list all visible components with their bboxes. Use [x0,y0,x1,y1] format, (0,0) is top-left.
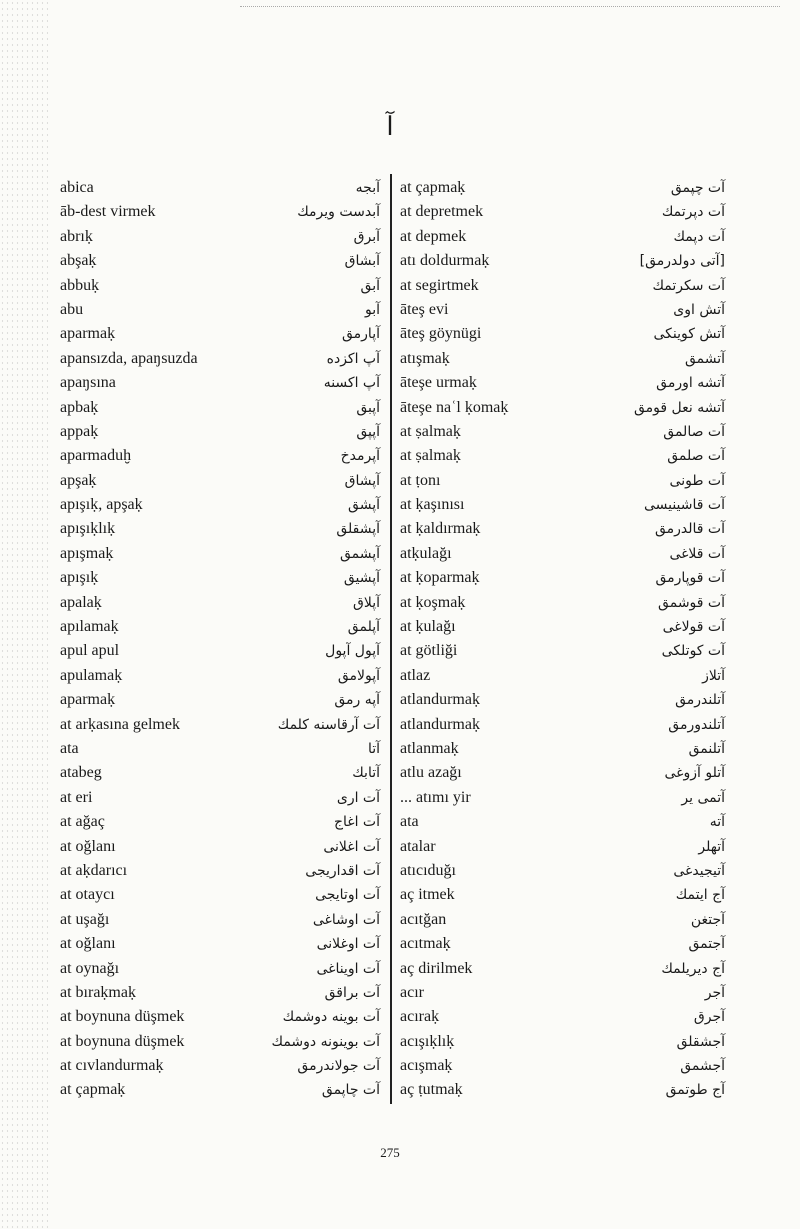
arabic-headword: آت براقق [324,984,380,1001]
latin-headword: at ṣalmaḳ [400,422,461,440]
latin-headword: aç itmek [400,886,455,904]
arabic-headword: آت قوپارمق [655,570,725,587]
arabic-headword: آتشه نعل قومق [633,399,725,416]
latin-headword: atıcıduğı [400,861,456,879]
arabic-headword: آپپق [356,423,380,440]
arabic-headword: آبو [364,301,380,318]
dictionary-entry [400,347,725,371]
arabic-headword: آبدست ویرمك [297,204,380,221]
latin-headword: acıtmaḳ [400,935,451,953]
arabic-headword: آت قلاغی [669,545,725,562]
arabic-headword: آجتغن [690,911,725,928]
arabic-headword: آپارمق [342,326,380,343]
arabic-headword: آتشمق [684,350,725,367]
arabic-headword: آپولامق [337,667,380,684]
latin-headword: at otaycı [60,886,115,904]
dictionary-entry [400,566,725,590]
latin-headword: ... atımı yir [400,788,471,806]
latin-headword: āteşe urmaḳ [400,374,477,392]
column-divider [390,174,392,1104]
latin-headword: acışmaḳ [400,1057,453,1075]
arabic-headword: آتابك [352,765,380,782]
dictionary-entry [60,713,380,737]
dictionary-entry [60,664,380,688]
latin-headword: apılamaḳ [60,618,119,636]
latin-headword: āteş göynügi [400,325,482,343]
dictionary-entry [400,493,725,517]
latin-headword: apışıḳ [60,569,99,587]
dictionary-entry [400,225,725,249]
latin-headword: apışıḳ, apşaḳ [60,496,143,514]
dictionary-entry [60,298,380,322]
arabic-headword: آتا [367,740,380,757]
arabic-headword: آبجه [355,180,380,196]
arabic-headword: آت صالمق [663,423,725,440]
dictionary-entry [400,615,725,639]
arabic-headword: آپرمدخ [340,448,380,465]
dictionary-entry [400,810,725,834]
dictionary-entry [400,396,725,420]
arabic-headword: آپشیق [343,570,380,587]
latin-headword: acışıḳlıḳ [400,1032,455,1050]
dictionary-entry [60,322,380,346]
latin-headword: apşaḳ [60,471,97,489]
latin-headword: atlandurmaḳ [400,715,480,733]
arabic-headword: آت سکرتمك [652,277,725,294]
dictionary-entry [400,371,725,395]
latin-headword: at ṣalmaḳ [400,447,461,465]
dictionary-entry [400,517,725,541]
latin-headword: at depretmek [400,203,484,221]
latin-headword: atlandurmaḳ [400,691,480,709]
arabic-headword: آتمی یر [681,789,725,806]
section-letter: آ [386,112,394,142]
dictionary-entry [400,786,725,810]
latin-headword: apalaḳ [60,593,102,611]
dictionary-entry [400,859,725,883]
arabic-headword: آپول آپول [325,643,380,660]
arabic-headword: آبق [360,277,380,294]
latin-headword: atışmaḳ [400,349,450,367]
latin-headword: acır [400,983,424,1001]
arabic-headword: [آتی دولدرمق] [639,253,725,270]
latin-headword: apulamaḳ [60,666,123,684]
arabic-headword: آج ایتمك [675,887,725,904]
dictionary-entry [400,200,725,224]
dictionary-entry [400,469,725,493]
latin-headword: aç ṭutmaḳ [400,1081,463,1099]
latin-headword: at çapmaḳ [60,1081,126,1099]
dictionary-entry [60,761,380,785]
dictionary-entry [400,835,725,859]
arabic-headword: آتلاز [702,667,725,684]
dictionary-entry [60,225,380,249]
arabic-headword: آت صلمق [667,448,725,465]
arabic-headword: آت قوشمق [658,594,725,611]
dictionary-entry [60,566,380,590]
dictionary-entry [400,444,725,468]
arabic-headword: آت قاشینیسی [643,497,725,514]
dictionary-entry [400,298,725,322]
dictionary-entry [400,664,725,688]
dictionary-entry [60,615,380,639]
arabic-headword: آتش اوی [673,301,725,318]
latin-headword: at oğlanı [60,935,116,953]
dictionary-entry [400,639,725,663]
latin-headword: atlanmaḳ [400,739,459,757]
arabic-headword: آت چپمق [670,180,725,196]
latin-headword: āteşe naʿl ḳomaḳ [400,398,509,416]
dictionary-entry [60,1005,380,1029]
dictionary-entry [60,737,380,761]
latin-headword: appaḳ [60,422,99,440]
dictionary-entry [400,981,725,1005]
latin-headword: ata [60,739,79,757]
dictionary-entry [60,444,380,468]
arabic-headword: آتلنمق [688,740,725,757]
latin-headword: apışıḳlıḳ [60,520,116,538]
dictionary-entry [400,176,725,200]
arabic-headword: آت دپمك [673,228,725,245]
dictionary-entry [60,176,380,200]
dictionary-entry [400,1030,725,1054]
scan-noise-margin [0,0,48,1229]
arabic-headword: آجر [704,984,725,1001]
latin-headword: abu [60,300,84,318]
arabic-headword: آبشاق [344,253,380,270]
arabic-headword: آپشقلق [336,521,380,538]
latin-headword: at çapmaḳ [400,179,466,196]
latin-headword: at ḳulağı [400,618,456,636]
dictionary-entry [400,932,725,956]
latin-headword: at boynuna düşmek [60,1032,185,1050]
latin-headword: abrıḳ [60,227,93,245]
dictionary-entry [60,981,380,1005]
arabic-headword: آت اری [336,789,380,806]
latin-headword: apul apul [60,642,120,660]
dictionary-entry [400,883,725,907]
dictionary-entry [400,420,725,444]
arabic-headword: آپبق [356,399,380,416]
latin-headword: acıraḳ [400,1008,440,1026]
arabic-headword: آبرق [353,228,380,245]
latin-headword: atlaz [400,666,431,684]
dictionary-entry [400,688,725,712]
latin-headword: atabeg [60,764,102,782]
latin-headword: acıtğan [400,910,447,928]
latin-headword: aç dirilmek [400,959,473,977]
dictionary-entry [60,1030,380,1054]
latin-headword: at boynuna düşmek [60,1008,185,1026]
latin-headword: at eri [60,788,93,806]
dictionary-entry [60,591,380,615]
dictionary-entry [60,688,380,712]
arabic-headword: آت کوتلکی [661,643,725,660]
latin-headword: at segirtmek [400,276,479,294]
latin-headword: aparmaḳ [60,691,116,709]
dictionary-entry [400,737,725,761]
arabic-headword: آت اغاج [333,814,380,831]
dictionary-entry [60,786,380,810]
latin-headword: at ḳoşmaḳ [400,593,466,611]
arabic-headword: آج دیریلمك [661,960,725,977]
latin-headword: at bıraḳmaḳ [60,983,136,1001]
latin-headword: at ṭonı [400,471,441,489]
dictionary-entry [60,835,380,859]
arabic-headword: آت آرقاسنه کلمك [277,716,380,733]
latin-headword: at depmek [400,227,467,245]
arabic-headword: آپلمق [347,619,380,636]
dictionary-entry [400,1078,725,1102]
page-number: 275 [380,1145,400,1160]
right-column [400,176,725,1103]
arabic-headword: آجشمق [680,1058,725,1075]
latin-headword: at ḳoparmaḳ [400,569,480,587]
latin-headword: aparmaduḫ [60,447,132,465]
dictionary-entry [60,542,380,566]
arabic-headword: آتهلر [698,838,725,855]
arabic-headword: آت جولاندرمق [297,1058,380,1075]
latin-headword: at götliği [400,642,458,660]
arabic-headword: آپه رمق [334,692,380,709]
dictionary-entry [60,200,380,224]
arabic-headword: آجتمق [688,936,725,953]
dictionary-entry [400,249,725,273]
dictionary-entry [60,493,380,517]
arabic-headword: آت اغلانی [323,838,380,855]
arabic-headword: آت دپرتمك [661,204,725,221]
latin-headword: at ḳaşınısı [400,496,465,514]
latin-headword: at arḳasına gelmek [60,715,180,733]
dictionary-entry [60,957,380,981]
latin-headword: at ağaç [60,813,105,831]
arabic-headword: آج طوتمق [665,1082,725,1099]
arabic-headword: آتیجیدغی [673,862,725,879]
latin-headword: ata [400,813,419,831]
arabic-headword: آت قالدرمق [654,521,725,538]
arabic-headword: آت بوینونه دوشمك [271,1033,380,1050]
dictionary-entry [60,469,380,493]
latin-headword: apbaḳ [60,398,99,416]
latin-headword: at aḳdarıcı [60,861,128,879]
dictionary-entry [400,322,725,346]
dictionary-entry [400,274,725,298]
latin-headword: atı doldurmaḳ [400,252,490,270]
latin-headword: abşaḳ [60,252,97,270]
arabic-headword: آت اوتایجی [315,887,380,904]
arabic-headword: آت اوغلانی [316,936,380,953]
dictionary-entry [60,883,380,907]
latin-headword: apansızda, apaŋsuzda [60,349,198,367]
dictionary-entry [60,1054,380,1078]
arabic-headword: آپ اکزده [326,350,380,367]
dictionary-entry [60,932,380,956]
arabic-headword: آتلندورمق [668,716,725,733]
arabic-headword: آته [709,814,725,831]
dictionary-entry [60,639,380,663]
arabic-headword: آجشقلق [676,1033,725,1050]
dictionary-entry [60,810,380,834]
arabic-headword: آت قولاغی [662,619,725,636]
arabic-headword: آت بوینه دوشمك [282,1009,380,1026]
latin-headword: at cıvlandurmaḳ [60,1057,164,1075]
latin-headword: atlu azağı [400,764,462,782]
latin-headword: at uşağı [60,910,110,928]
dictionary-entry [400,1054,725,1078]
latin-headword: aparmaḳ [60,325,116,343]
arabic-headword: آت اوشاغی [312,911,380,928]
dictionary-entry [60,420,380,444]
dictionary-entry [400,908,725,932]
dictionary-entry [60,908,380,932]
dictionary-entry [60,1078,380,1102]
arabic-headword: آت چاپمق [321,1082,380,1099]
latin-headword: āb-dest virmek [60,203,156,221]
scan-top-edge [240,6,780,9]
dictionary-entry [60,517,380,541]
latin-headword: at oğlanı [60,837,116,855]
arabic-headword: آتلو آزوغی [664,765,725,782]
latin-headword: at oynağı [60,959,120,977]
arabic-headword: آت طونی [669,472,725,489]
dictionary-entry [400,713,725,737]
arabic-headword: آجرق [693,1009,725,1026]
dictionary-entry [60,274,380,298]
dictionary-entry [60,347,380,371]
latin-headword: abbuḳ [60,276,100,294]
dictionary-entry [60,249,380,273]
arabic-headword: آتلندرمق [675,692,725,709]
dictionary-entry [60,396,380,420]
latin-headword: apaŋsına [60,374,116,392]
latin-headword: atḳulağı [400,544,452,562]
arabic-headword: آت اقداریجی [305,862,380,879]
dictionary-entry [400,542,725,566]
latin-headword: apışmaḳ [60,544,114,562]
arabic-headword: آت اویناغی [316,960,380,977]
arabic-headword: آتش کوینکی [653,326,725,343]
dictionary-entry [400,591,725,615]
arabic-headword: آپ اکسنه [323,375,380,392]
dictionary-entry [400,1005,725,1029]
arabic-headword: آپشاق [344,472,380,489]
dictionary-entry [400,761,725,785]
latin-headword: atalar [400,837,436,855]
arabic-headword: آپشق [348,497,380,514]
arabic-headword: آپشمق [339,545,380,562]
dictionary-entry [60,859,380,883]
dictionary-entry [60,371,380,395]
dictionary-entry [400,957,725,981]
arabic-headword: آتشه اورمق [656,375,725,392]
latin-headword: abica [60,179,94,196]
arabic-headword: آپلاق [352,594,380,611]
latin-headword: āteş evi [400,300,449,318]
latin-headword: at ḳaldırmaḳ [400,520,481,538]
left-column [60,176,380,1103]
